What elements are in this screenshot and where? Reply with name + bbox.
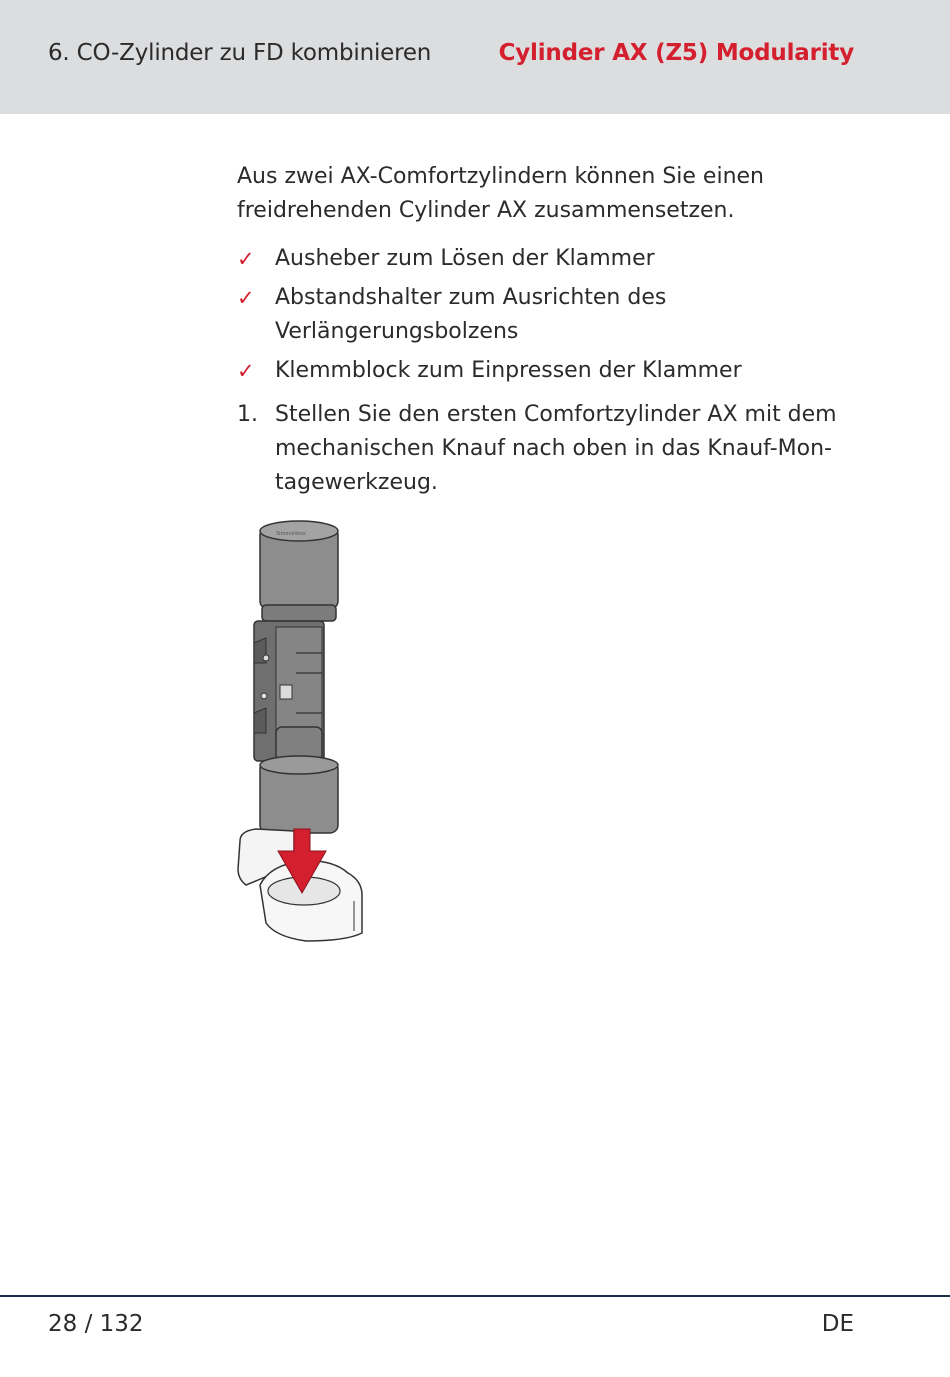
intro-paragraph: Aus zwei AX-Comfortzylindern können Sie einen freidrehenden Cylinder AX zusammensetzen. [237, 164, 765, 223]
page-number: 28 / 132 [48, 1311, 144, 1337]
cylinder-assembly-illustration [236, 513, 364, 943]
step-item [237, 398, 877, 500]
checkmark-icon: ✓ [237, 359, 255, 383]
tool-checklist [237, 242, 877, 388]
list-item [237, 242, 877, 276]
checkmark-icon: ✓ [237, 286, 255, 310]
step-list [237, 398, 877, 500]
section-title: 6. CO-Zylinder zu FD kombinieren [48, 40, 432, 66]
step-text: Stellen Sie den ersten Comfortzylinder AX mit dem mechanischen Knauf nach oben in das Knauf-Mon-tagewerkzeug. [275, 402, 837, 495]
product-title: Cylinder AX (Z5) Modularity [498, 40, 854, 66]
checkmark-icon: ✓ [237, 247, 255, 271]
list-item-text: Ausheber zum Lösen der Klammer [275, 246, 655, 271]
step-number: 1. [237, 402, 258, 427]
list-item-text: Klemmblock zum Einpressen der Klammer [275, 358, 742, 383]
svg-text:SimonsVoss: SimonsVoss [276, 531, 306, 537]
list-item [237, 354, 877, 388]
language-code: DE [821, 1311, 854, 1337]
page-header [0, 0, 950, 114]
list-item-text: Abstandshalter zum Ausrichten des Verlängerungsbolzens [275, 285, 667, 344]
footer-divider [0, 1295, 950, 1297]
list-item [237, 281, 877, 349]
main-content [237, 160, 877, 500]
